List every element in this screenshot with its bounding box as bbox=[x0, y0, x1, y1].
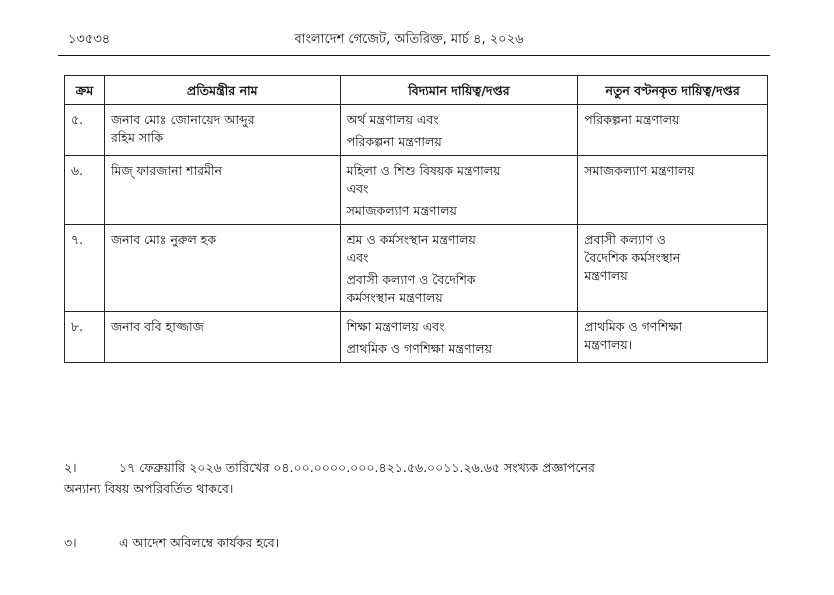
name-cell bbox=[104, 225, 340, 312]
existing-line: কর্মসংস্থান মন্ত্রণালয় bbox=[346, 290, 443, 305]
paragraph-3 bbox=[64, 532, 779, 553]
new-line: প্রবাসী কল্যাণ ও bbox=[584, 232, 666, 247]
table-row bbox=[65, 312, 768, 363]
new-cell bbox=[578, 312, 768, 363]
new-line: মন্ত্রণালয় bbox=[584, 268, 628, 283]
gazette-header bbox=[38, 30, 780, 50]
column-header-existing: বিদ্যমান দায়িত্ব/দপ্তর bbox=[340, 76, 578, 105]
existing-cell bbox=[340, 156, 578, 225]
existing-line: মহিলা ও শিশু বিষয়ক মন্ত্রণালয় bbox=[346, 163, 501, 178]
existing-line: পরিকল্পনা মন্ত্রণালয় bbox=[346, 134, 442, 149]
new-line: পরিকল্পনা মন্ত্রণালয় bbox=[584, 112, 680, 127]
existing-line: এবং bbox=[346, 250, 369, 265]
existing-line: অর্থ মন্ত্রণালয় এবং bbox=[346, 112, 439, 127]
name-cell bbox=[104, 312, 340, 363]
ministry-allocation-table bbox=[64, 75, 768, 363]
new-line: সমাজকল্যাণ মন্ত্রণালয় bbox=[584, 163, 695, 178]
column-header-name: প্রতিমন্ত্রীর নাম bbox=[104, 76, 340, 105]
new-cell bbox=[578, 225, 768, 312]
new-line: প্রাথমিক ও গণশিক্ষা bbox=[584, 319, 683, 334]
new-line: বৈদেশিক কর্মসংস্থান bbox=[584, 250, 681, 265]
serial-cell: ৮. bbox=[65, 312, 105, 363]
paragraph-text: ১৭ ফেব্রুয়ারি ২০২৬ তারিখের ০৪.০০.০০০০.০০০.৪২১.৫৬.০০১১.২৬.৬৫ সংখ্যক প্রজ্ঞাপনের bbox=[119, 460, 595, 475]
existing-line: সমাজকল্যাণ মন্ত্রণালয় bbox=[346, 203, 457, 218]
paragraph-number: ২। bbox=[64, 460, 77, 475]
name-line: রহিম সাকি bbox=[110, 130, 164, 145]
page-number: ১৩৫৩৪ bbox=[68, 32, 111, 47]
table-row bbox=[65, 225, 768, 312]
paragraph-number: ৩। bbox=[64, 535, 77, 550]
existing-line: শ্রম ও কর্মসংস্থান মন্ত্রণালয় bbox=[346, 232, 476, 247]
header-divider bbox=[58, 55, 770, 56]
name-line: মিজ্ ফারজানা শারমীন bbox=[110, 163, 223, 178]
existing-cell bbox=[340, 225, 578, 312]
name-cell bbox=[104, 156, 340, 225]
column-header-serial: ক্রম bbox=[65, 76, 105, 105]
paragraph-text: অন্যান্য বিষয় অপরিবর্তিত থাকবে। bbox=[64, 481, 234, 496]
paragraph-text: এ আদেশ অবিলম্বে কার্যকর হবে। bbox=[119, 535, 280, 550]
paragraph-2 bbox=[64, 457, 779, 499]
table-header-row bbox=[65, 76, 768, 105]
serial-cell: ৬. bbox=[65, 156, 105, 225]
existing-cell bbox=[340, 105, 578, 156]
name-line: জনাব মোঃ নুরুল হক bbox=[110, 232, 217, 247]
existing-line: এবং bbox=[346, 181, 369, 196]
existing-line: প্রবাসী কল্যাণ ও বৈদেশিক bbox=[346, 272, 476, 287]
existing-line: প্রাথমিক ও গণশিক্ষা মন্ত্রণালয় bbox=[346, 341, 492, 356]
new-cell bbox=[578, 156, 768, 225]
name-cell bbox=[104, 105, 340, 156]
serial-cell: ৫. bbox=[65, 105, 105, 156]
name-line: জনাব ববি হাজ্জাজ bbox=[110, 319, 204, 334]
existing-line: শিক্ষা মন্ত্রণালয় এবং bbox=[346, 319, 445, 334]
new-cell bbox=[578, 105, 768, 156]
gazette-title: বাংলাদেশ গেজেট, অতিরিক্ত, মার্চ ৪, ২০২৬ bbox=[294, 32, 524, 47]
table-row bbox=[65, 156, 768, 225]
table-row bbox=[65, 105, 768, 156]
existing-cell bbox=[340, 312, 578, 363]
name-line: জনাব মোঃ জোনায়েদ আব্দুর bbox=[110, 112, 255, 127]
new-line: মন্ত্রণালয়। bbox=[584, 337, 633, 352]
serial-cell: ৭. bbox=[65, 225, 105, 312]
column-header-new: নতুন বণ্টনকৃত দায়িত্ব/দপ্তর bbox=[578, 76, 768, 105]
